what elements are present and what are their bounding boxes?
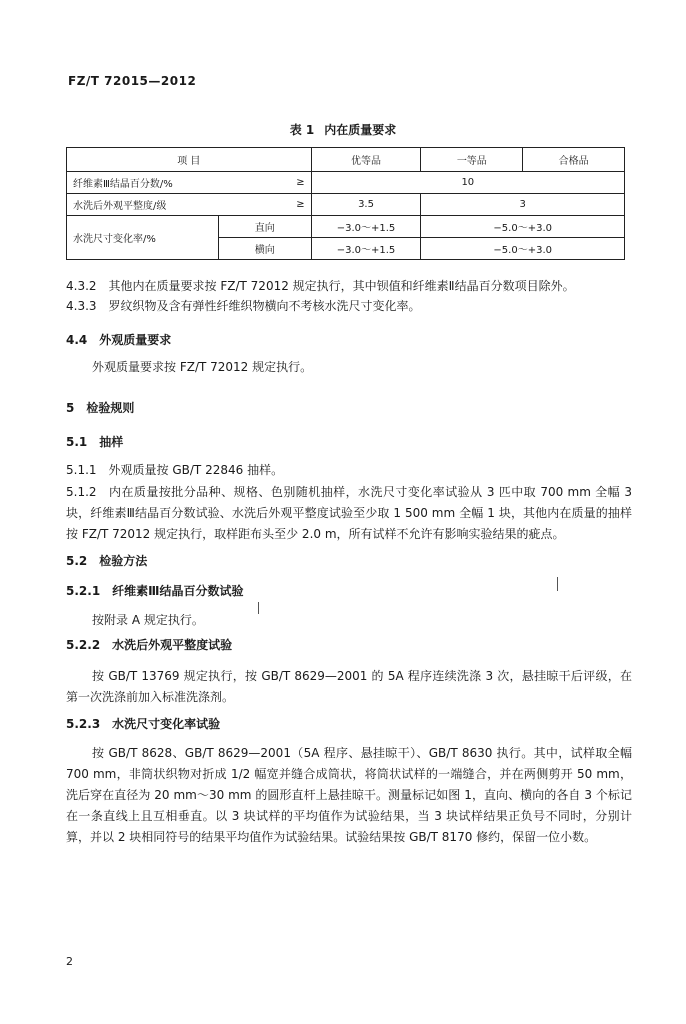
row-value: 10 (311, 172, 624, 194)
row-value: −3.0～+1.5 (311, 238, 421, 260)
header-item: 项 目 (67, 148, 312, 172)
header-grade-superior: 优等品 (311, 148, 421, 172)
scan-mark (258, 602, 259, 614)
clause-5-2-2-text: 按 GB/T 13769 规定执行，按 GB/T 8629—2001 的 5A 程序连续洗涤 3 次，悬挂晾干后评级，在第一次洗涤前加入标准洗涤剂。 (66, 669, 632, 704)
clause-4-3-2: 4.3.2 其他内在质量要求按 FZ/T 72012 规定执行，其中钡值和纤维素Ⅱ结晶百分数项目除外。 (66, 279, 575, 293)
table-header-row (67, 148, 625, 172)
heading-5-1: 5.1 抽样 (66, 435, 124, 449)
heading-4-4: 4.4 外观质量要求 (66, 333, 172, 347)
heading-5-2: 5.2 检验方法 (66, 554, 148, 568)
row-sublabel: 横向 (218, 238, 311, 260)
table-row (67, 194, 625, 216)
header-grade-first: 一等品 (421, 148, 523, 172)
clause-5-1-2: 5.1.2 内在质量按批分品种、规格、色别随机抽样，水洗尺寸变化率试验从 3 匹中取 700 mm 全幅 3 块，纤维素Ⅲ结晶百分数试验、水洗后外观平整度试验至少取 1 500 mm 全幅 1 块，其他内在质量的抽样按 FZ/T 72012 规定执行，取样距布头至少 2.0 m，所有试样不允许有影响实验结果的疵点。 (66, 485, 632, 541)
heading-5-2-2: 5.2.2 水洗后外观平整度试验 (66, 638, 233, 652)
heading-5-2-3: 5.2.3 水洗尺寸变化率试验 (66, 717, 221, 731)
row-label: 水洗后外观平整度/级 (67, 194, 219, 216)
clause-4-4-text: 外观质量要求按 FZ/T 72012 规定执行。 (92, 360, 313, 374)
clause-5-2-1-text: 按附录 A 规定执行。 (92, 613, 204, 627)
header-grade-qualified: 合格品 (523, 148, 625, 172)
row-sublabel: 直向 (218, 216, 311, 238)
row-value: −5.0～+3.0 (421, 216, 625, 238)
row-value: 3 (421, 194, 625, 216)
clause-5-2-3-text: 按 GB/T 8628、GB/T 8629—2001（5A 程序、悬挂晾干）、GB/T 8630 执行。其中，试样取全幅 700 mm，非筒状织物对折成 1/2 幅宽并缝合成筒状，将筒状试样的一端缝合，并在两侧剪开 50 mm，洗后穿在直径为 20 mm～30 mm 的圆形直杆上悬挂晾干。测量标记如图 1，直向、横向的各自 3 个标记在一条直线上且互相垂直。以 3 块试样的平均值作为试验结果，当 3 块试样结果正负号不同时，分别计算，并以 2 块相同符号的结果平均值作为试验结果。试验结果按 GB/T 8170 修约，保留一位小数。 (66, 746, 632, 844)
page-number: 2 (66, 955, 73, 968)
clause-4-3-3: 4.3.3 罗纹织物及含有弹性纤维织物横向不考核水洗尺寸变化率。 (66, 299, 421, 313)
row-symbol: ≥ (218, 172, 311, 194)
table-row (67, 172, 625, 194)
row-label: 水洗尺寸变化率/% (67, 216, 219, 260)
heading-5-2-1: 5.2.1 纤维素Ⅲ结晶百分数试验 (66, 584, 244, 598)
table-title-text: 内在质量要求 (324, 123, 397, 137)
quality-requirements-table (66, 147, 625, 260)
heading-5: 5 检验规则 (66, 401, 135, 415)
table-title (0, 121, 686, 138)
scan-mark (557, 577, 558, 591)
row-value: 3.5 (311, 194, 421, 216)
table-number: 表 1 (289, 123, 315, 137)
standard-code: FZ/T 72015—2012 (68, 74, 197, 88)
clause-5-1-1: 5.1.1 外观质量按 GB/T 22846 抽样。 (66, 463, 284, 477)
table-row (67, 216, 625, 238)
row-label: 纤维素Ⅲ结晶百分数/% (67, 172, 219, 194)
row-value: −5.0～+3.0 (421, 238, 625, 260)
row-symbol: ≥ (218, 194, 311, 216)
row-value: −3.0～+1.5 (311, 216, 421, 238)
